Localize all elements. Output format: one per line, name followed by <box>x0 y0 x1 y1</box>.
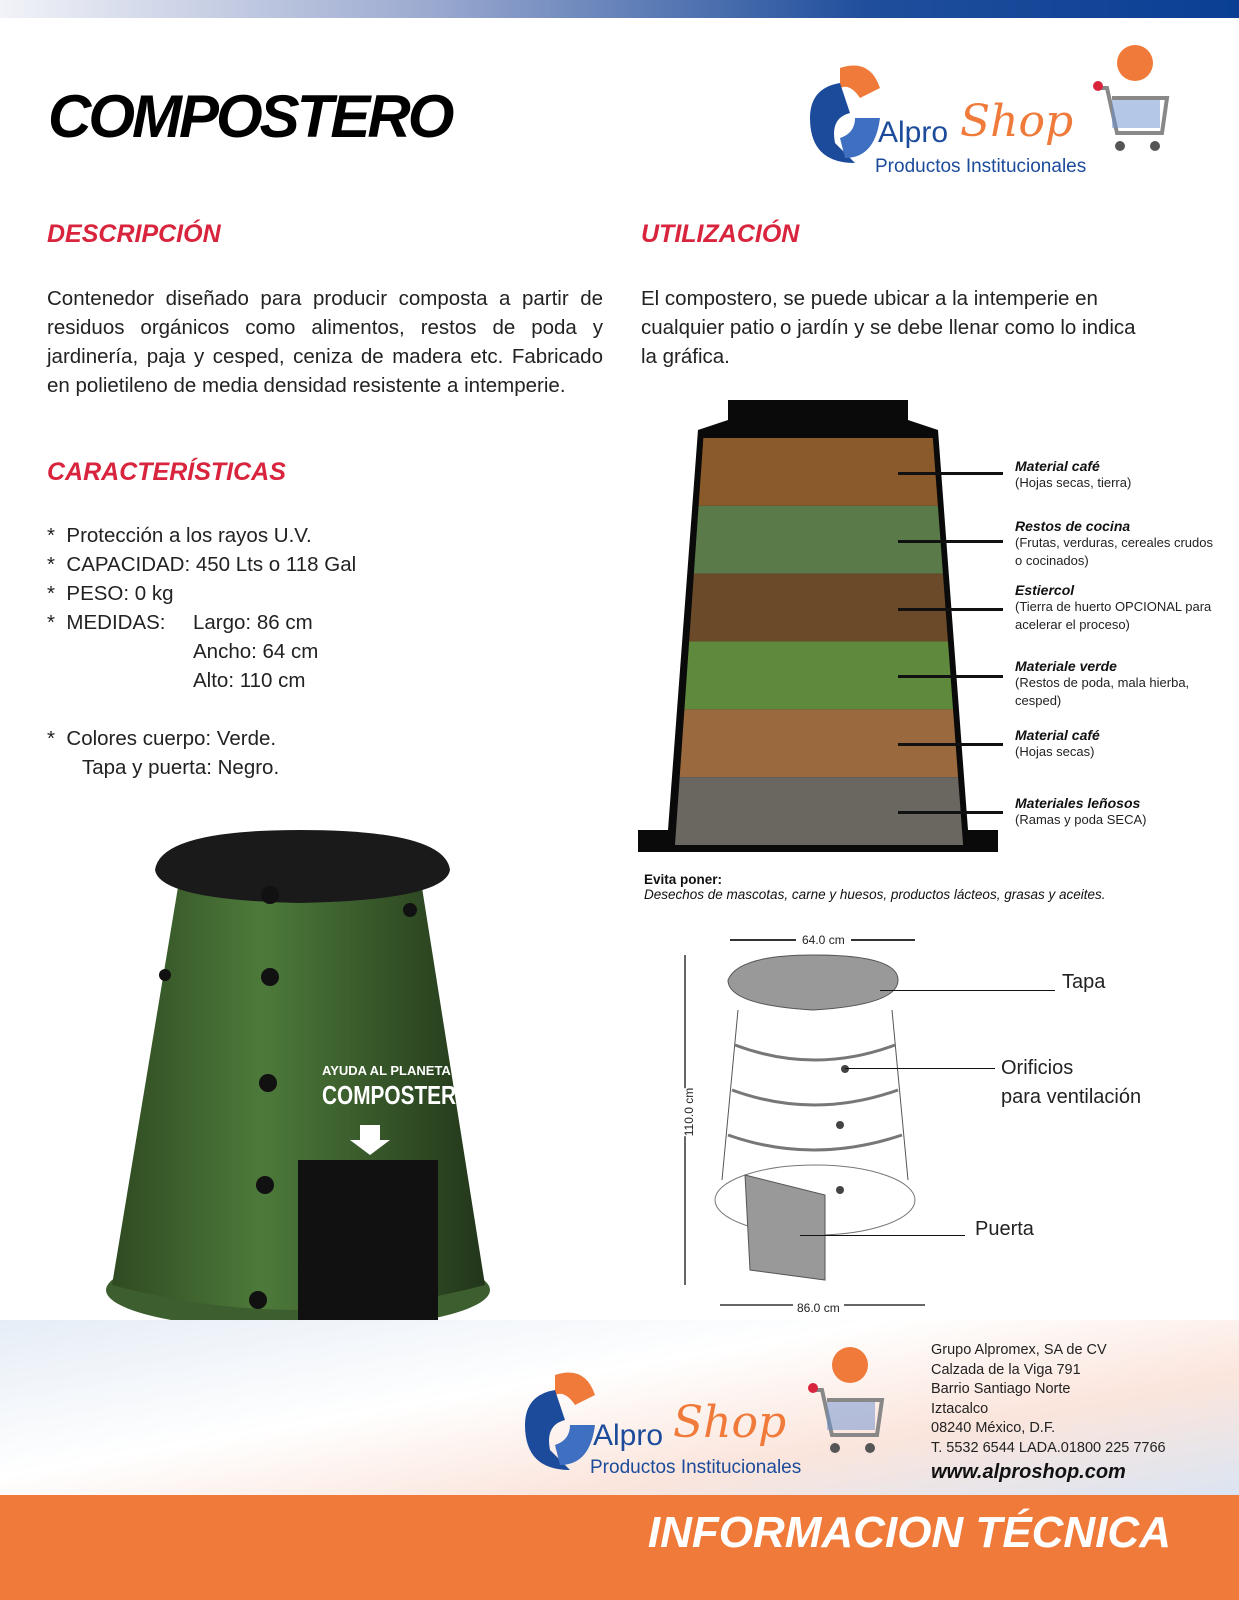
utilizacion-heading: UTILIZACIÓN <box>641 220 800 248</box>
width-dimension: 64.0 cm <box>796 933 851 947</box>
shopping-cart-icon <box>1090 38 1170 158</box>
product-label-2: COMPOSTERO <box>322 1080 473 1110</box>
descripcion-heading: DESCRIPCIÓN <box>47 220 221 248</box>
layer-pointer-line <box>898 608 1003 611</box>
feature-item: * PESO: 0 kg <box>47 582 174 605</box>
length-dimension: 86.0 cm <box>793 1301 844 1315</box>
orificios-label: Orificios <box>1001 1057 1074 1079</box>
bin-line-drawing <box>660 925 960 1325</box>
feature-item: * Colores cuerpo: Verde. <box>47 727 277 750</box>
company-address: Grupo Alpromex, SA de CV Calzada de la Viga 791 Barrio Santiago Norte Iztacalco 08240 México, D.F. T. 5532 6544 LADA.01800 225 7766 <box>931 1342 1166 1456</box>
logo-swirl-icon <box>515 1365 600 1480</box>
layer-label: Material café (Hojas secas, tierra) <box>1015 458 1132 490</box>
orificios-label-2: para ventilación <box>1001 1086 1142 1108</box>
feature-item-tapa: Tapa y puerta: Negro. <box>82 756 280 779</box>
compost-bin-outline <box>638 400 998 852</box>
medida-alto: Alto: 110 cm <box>193 669 306 692</box>
product-photo <box>100 825 495 1335</box>
shopping-cart-icon <box>805 1340 885 1460</box>
logo-swirl-icon <box>800 58 885 173</box>
dimension-diagram <box>660 925 1220 1325</box>
layer-label: Materiales leñosos (Ramas y poda SECA) <box>1015 795 1147 827</box>
descripcion-text: Contenedor diseñado para producir composta a partir de residuos orgánicos como alimentos, restos de poda y jardinería, paja y cesped, ceniza de madera etc. Fabricado en polietileno de media densidad resistente a intemperie. <box>47 287 603 397</box>
footer-banner-title: INFORMACION TÉCNICA <box>647 1508 1171 1557</box>
utilizacion-text: El compostero, se puede ubicar a la intemperie en cualquier patio o jardín y se debe llenar como lo indica la gráfica. <box>641 287 1136 368</box>
alproshop-logo: Alpro Shop Productos Institucionales <box>800 38 1180 183</box>
evita-note: Evita poner: Desechos de mascotas, carne y huesos, productos lácteos, grasas y aceites. <box>644 872 1106 902</box>
medida-ancho: Ancho: 64 cm <box>193 640 319 663</box>
compost-layers-graphic <box>638 400 998 852</box>
page-title: COMPOSTERO <box>48 83 452 150</box>
caracteristicas-list <box>47 521 607 782</box>
layer-pointer-line <box>898 540 1003 543</box>
layer-label: Estiercol (Tierra de huerto OPCIONAL para acelerar el proceso) <box>1015 582 1212 632</box>
top-gradient-bar <box>0 0 1239 18</box>
layer-label: Restos de cocina (Frutas, verduras, cereales crudos o cocinados) <box>1015 518 1213 568</box>
tapa-label: Tapa <box>1062 971 1106 993</box>
caracteristicas-heading: CARACTERÍSTICAS <box>47 458 286 486</box>
puerta-label: Puerta <box>975 1218 1034 1240</box>
layer-pointer-line <box>898 811 1003 814</box>
height-dimension: 110.0 cm <box>682 1087 697 1137</box>
layer-pointer-line <box>898 472 1003 475</box>
layer-label: Material café (Hojas secas) <box>1015 727 1100 759</box>
layer-pointer-line <box>898 675 1003 678</box>
product-label-1: AYUDA AL PLANETA <box>322 1063 451 1078</box>
layer-pointer-line <box>898 743 1003 746</box>
feature-item: * CAPACIDAD: 450 Lts o 118 Gal <box>47 553 357 576</box>
feature-item: * Protección a los rayos U.V. <box>47 524 312 547</box>
footer-alproshop-logo: Alpro Shop Productos Institucionales <box>515 1335 895 1485</box>
medida-largo: Largo: 86 cm <box>193 611 313 634</box>
feature-item: * MEDIDAS: Largo: 86 cm Ancho: 64 cm Alto: 110 cm <box>47 608 607 637</box>
layer-label: Materiale verde (Restos de poda, mala hierba, cesped) <box>1015 658 1190 708</box>
website-link[interactable]: www.alproshop.com <box>931 1461 1126 1483</box>
